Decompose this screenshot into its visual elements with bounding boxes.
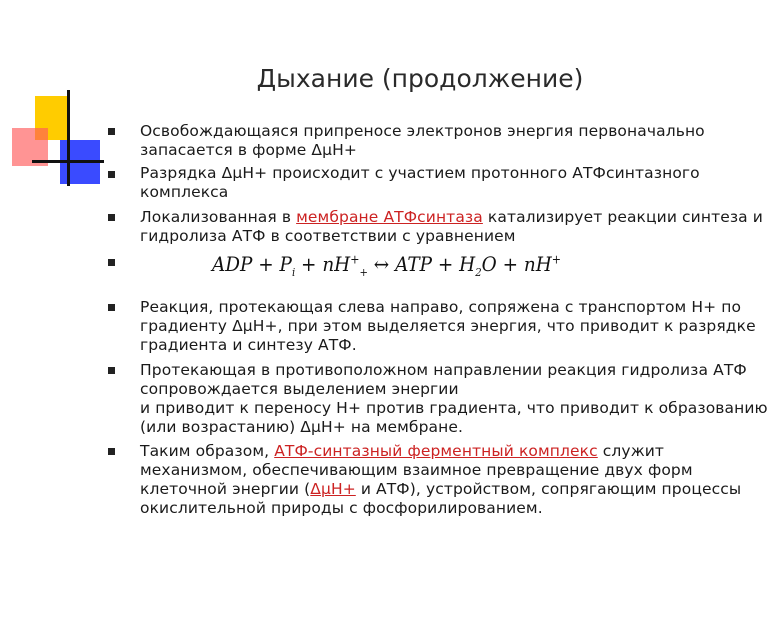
- equation-term: +: [432, 252, 460, 276]
- bullet-icon: [108, 171, 115, 178]
- equation-term: P: [279, 252, 292, 276]
- equation-term: +: [252, 252, 280, 276]
- list-item-text: Разрядка ΔμН+ происходит с участием протонного АТФсинтазного комплекса: [140, 164, 700, 201]
- equation-term: nH: [322, 252, 351, 276]
- list-item-text: Протекающая в противоположном направлении реакция гидролиза АТФ сопровождается выделением энергии и приводит к переносу Н+ против градиента, что приводит к образованию (или возрастанию) ΔμН+ на мембране.: [140, 361, 768, 436]
- decor-horizontal-line: [32, 160, 104, 163]
- bullet-icon: [108, 448, 115, 455]
- bullet-icon: [108, 214, 115, 221]
- equation-superscript: +: [551, 252, 562, 267]
- page-title: Дыхание (продолжение): [256, 64, 584, 93]
- proton-gradient-link[interactable]: ΔμН+: [310, 480, 356, 498]
- equation-term: +: [295, 252, 323, 276]
- equation-term: ATP: [395, 252, 433, 276]
- bullet-icon: [108, 304, 115, 311]
- equation-term: O: [481, 252, 497, 276]
- decor-vertical-line: [67, 90, 70, 186]
- membrane-atp-synthase-link[interactable]: мембране АТФсинтаза: [296, 208, 483, 226]
- text-segment: и АТФ), устройством, сопрягающим процессы окислительной природы с фосфорилированием.: [140, 480, 742, 517]
- equation-term: nH: [523, 252, 552, 276]
- equation-subscript: i: [291, 266, 296, 279]
- list-item-text: [140, 442, 770, 518]
- list-item-text: Освобождающаяся припреносе электронов энергия первоначально запасается в форме ΔμН+: [140, 122, 705, 159]
- text-segment: Локализованная в: [140, 208, 297, 226]
- equation-term: ADP: [212, 252, 253, 276]
- equation-subscript: +: [359, 266, 368, 279]
- text-segment: катализирует реакции синтеза и гидролиза АТФ в соответствии с уравнением: [140, 208, 763, 245]
- equation-arrow: ↔: [367, 252, 396, 276]
- equation-term: +: [496, 252, 524, 276]
- bullet-icon: [108, 367, 115, 374]
- list-item-text: Реакция, протекающая слева направо, сопряжена с транспортом Н+ по градиенту ΔμН+, при этом выделяется энергия, что приводит к разрядке градиента и синтезу АТФ.: [140, 298, 756, 354]
- bullet-icon: [108, 259, 115, 266]
- atp-synthase-complex-link[interactable]: АТФ-синтазный ферментный комплекс: [274, 442, 598, 460]
- equation-superscript: +: [350, 252, 360, 267]
- text-segment: Таким образом,: [140, 442, 275, 460]
- list-item-text: [140, 208, 770, 246]
- equation-subscript: 2: [475, 266, 482, 279]
- text-segment: служит механизмом, обеспечивающим взаимное превращение двух форм клеточной энергии (: [140, 442, 693, 498]
- equation: [212, 252, 561, 279]
- bullet-icon: [108, 128, 115, 135]
- equation-term: H: [459, 252, 476, 276]
